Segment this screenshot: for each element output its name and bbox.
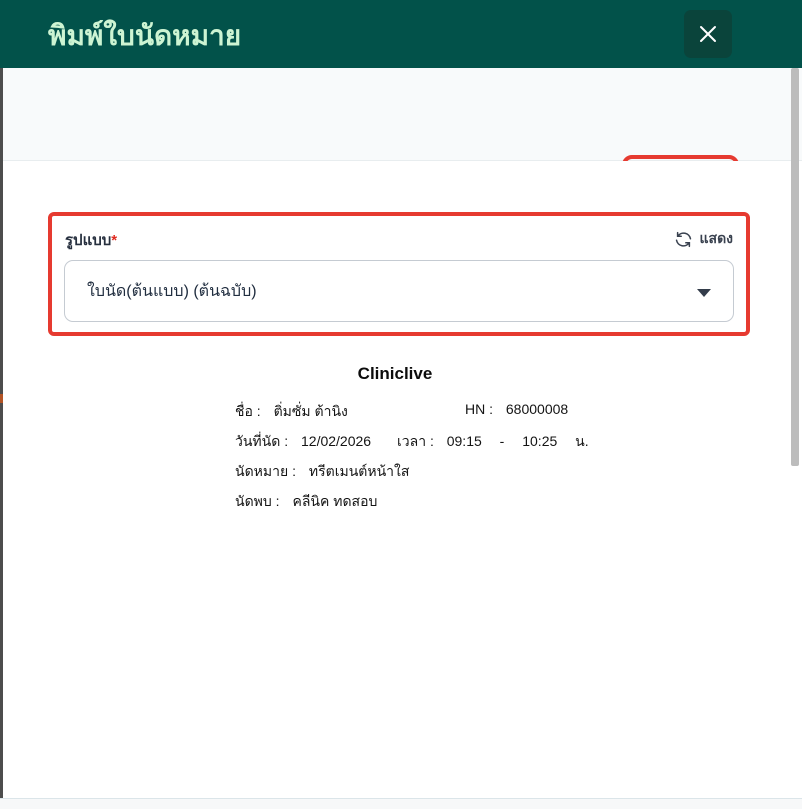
modal-header [0, 0, 802, 68]
modal-title: พิมพ์ใบนัดหมาย [48, 20, 242, 51]
close-icon [697, 23, 719, 45]
preview-row-appointment [235, 461, 409, 483]
clinic-name: Cliniclive [357, 364, 433, 383]
background-left-edge [0, 68, 3, 798]
hn-group [465, 401, 568, 417]
format-field-label [65, 228, 117, 252]
required-asterisk: * [111, 232, 118, 249]
show-button-label: แสดง [699, 230, 733, 246]
time-unit: น. [575, 433, 589, 449]
format-dropdown-value: ใบนัด(ต้นแบบ) (ต้นฉบับ) [87, 282, 257, 300]
name-label: ชื่อ : [235, 403, 261, 419]
date-value: 12/02/2026 [301, 433, 372, 449]
chevron-down-icon [697, 289, 711, 297]
format-label-text: รูปแบบ [65, 232, 112, 249]
time-end: 10:25 [522, 433, 558, 449]
show-button[interactable] [674, 228, 734, 250]
hn-value: 68000008 [505, 401, 569, 417]
preview-row-name [235, 401, 569, 423]
format-dropdown[interactable] [64, 260, 734, 322]
time-start: 09:15 [446, 433, 482, 449]
background-left-notch [0, 394, 3, 403]
appointment-value: ทรีตเมนต์หน้าใส [308, 463, 410, 479]
time-label: เวลา : [396, 433, 434, 449]
appointment-preview [225, 364, 589, 534]
meet-value: คลีนิค ทดสอบ [292, 493, 378, 509]
vertical-scrollbar[interactable] [791, 68, 799, 466]
format-highlight-box [48, 212, 750, 336]
modal-toolbar [0, 68, 802, 161]
appointment-label: นัดหมาย : [235, 463, 296, 479]
date-label: วันที่นัด : [235, 433, 289, 449]
close-button[interactable] [684, 10, 732, 58]
preview-row-meet [235, 491, 377, 513]
modal-content [0, 161, 802, 798]
preview-row-date [235, 431, 589, 453]
hn-label: HN : [465, 401, 493, 417]
refresh-icon [674, 231, 693, 248]
meet-label: นัดพบ : [235, 493, 280, 509]
page-bottom-strip [0, 798, 802, 809]
name-value: ติ่มซั่ม ต้านิง [273, 403, 348, 419]
time-dash: - [499, 433, 505, 449]
